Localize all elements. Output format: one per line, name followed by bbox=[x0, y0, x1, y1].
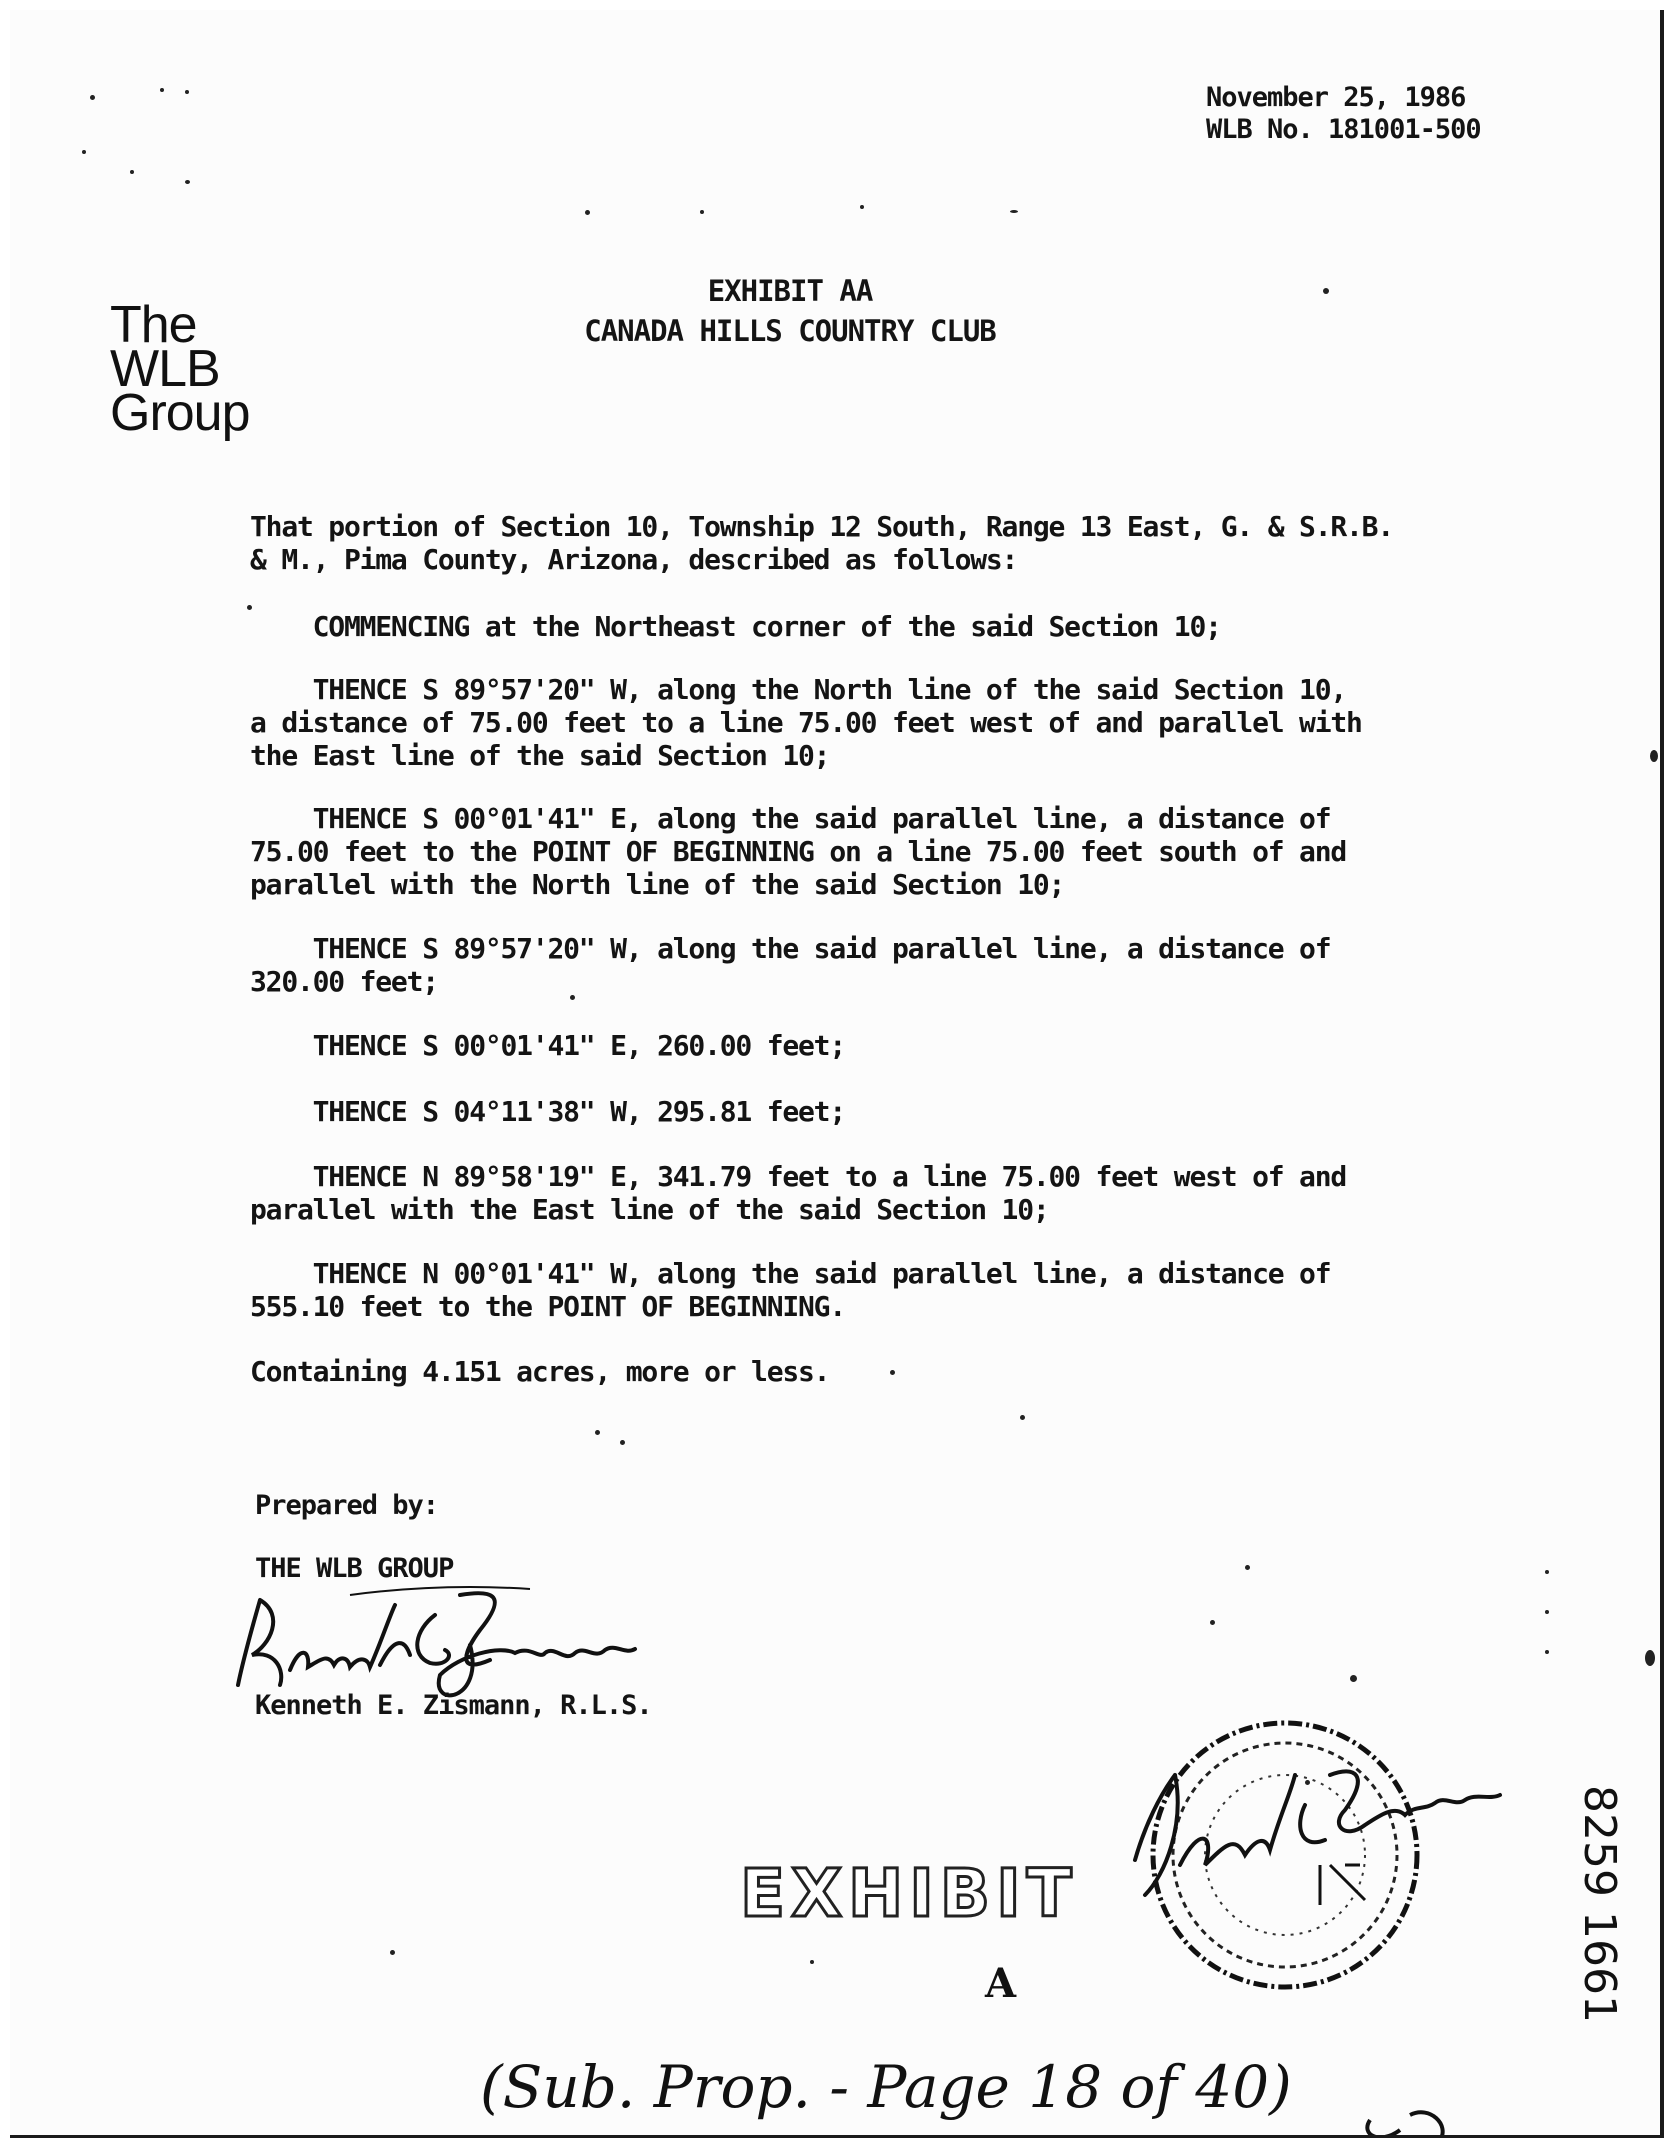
acreage-statement: Containing 4.151 acres, more or less. bbox=[250, 1355, 830, 1388]
paragraph-line: THENCE S 04°11'38" W, 295.81 feet; bbox=[250, 1095, 845, 1128]
scan-speck bbox=[185, 90, 189, 94]
property-title: CANADA HILLS COUNTRY CLUB bbox=[584, 314, 996, 348]
prepared-by-label: Prepared by: bbox=[255, 1490, 439, 1521]
logo-line: The bbox=[110, 296, 197, 354]
paragraph-line: THENCE N 89°58'19" E, 341.79 feet to a line 75.00 feet west of and bbox=[250, 1160, 1347, 1193]
scan-speck bbox=[810, 1960, 814, 1964]
scan-speck bbox=[130, 170, 134, 174]
handwritten-note-text: (Sub. Prop. - Page 18 of 40) bbox=[480, 2053, 1292, 2121]
paragraph-line: a distance of 75.00 feet to a line 75.00 feet west of and parallel with bbox=[250, 706, 1362, 739]
paragraph-line: parallel with the East line of the said Section 10; bbox=[250, 1193, 1049, 1226]
legal-paragraph bbox=[250, 802, 1346, 901]
file-number: WLB No. 181001-500 bbox=[1206, 114, 1481, 145]
paragraph-line: THENCE S 89°57'20" W, along the said parallel line, a distance of bbox=[250, 932, 1331, 965]
paragraph-line: THENCE S 89°57'20" W, along the North line of the said Section 10, bbox=[250, 673, 1347, 706]
scan-speck bbox=[1645, 1650, 1655, 1666]
scan-speck bbox=[595, 1430, 600, 1435]
paragraph-line: COMMENCING at the Northeast corner of the said Section 10; bbox=[250, 610, 1221, 643]
paragraph-line: THENCE N 00°01'41" W, along the said parallel line, a distance of bbox=[250, 1257, 1331, 1290]
scan-speck bbox=[185, 180, 190, 184]
surveyor-seal bbox=[1105, 1715, 1525, 2005]
handwritten-page-note bbox=[480, 2035, 1480, 2138]
scan-speck bbox=[160, 88, 164, 92]
paragraph-line: 75.00 feet to the POINT OF BEGINNING on a line 75.00 feet south of and bbox=[250, 835, 1347, 868]
recording-number bbox=[1565, 1780, 1625, 2040]
legal-paragraph bbox=[250, 610, 1221, 643]
scan-speck bbox=[1545, 1610, 1549, 1614]
intro-line: That portion of Section 10, Township 12 South, Range 13 East, G. & S.R.B. bbox=[250, 510, 1393, 543]
logo-line: WLB bbox=[110, 340, 220, 398]
legal-paragraph bbox=[250, 1095, 845, 1128]
scan-speck bbox=[620, 1440, 625, 1445]
scan-speck bbox=[390, 1950, 395, 1955]
scan-speck bbox=[860, 205, 864, 209]
scan-speck bbox=[82, 150, 86, 154]
scan-speck bbox=[1545, 1650, 1549, 1654]
paragraph-line: THENCE S 00°01'41" E, 260.00 feet; bbox=[250, 1029, 845, 1062]
recording-number-text: 8259 1661 bbox=[1574, 1785, 1625, 2023]
preparer-company: THE WLB GROUP bbox=[255, 1553, 454, 1584]
exhibit-title: EXHIBIT AA bbox=[707, 274, 873, 308]
scan-speck bbox=[585, 210, 590, 215]
scan-speck bbox=[1245, 1565, 1250, 1570]
logo-line: Group bbox=[110, 384, 250, 442]
document-page bbox=[10, 10, 1664, 2138]
legal-paragraph bbox=[250, 932, 1330, 998]
scan-speck bbox=[1545, 1570, 1549, 1574]
legal-paragraph bbox=[250, 1257, 1330, 1323]
signature bbox=[230, 1575, 660, 1705]
scan-speck bbox=[1020, 1415, 1025, 1420]
paragraph-line: 320.00 feet; bbox=[250, 965, 438, 998]
paragraph-line: THENCE S 00°01'41" E, along the said parallel line, a distance of bbox=[250, 802, 1331, 835]
document-date: November 25, 1986 bbox=[1206, 82, 1466, 113]
legal-paragraph bbox=[250, 1029, 845, 1062]
exhibit-stamp: EXHIBIT bbox=[740, 1855, 1078, 1932]
scan-speck bbox=[1350, 1675, 1357, 1682]
signer-name: Kenneth E. Zismann, R.L.S. bbox=[255, 1690, 652, 1721]
intro-line: & M., Pima County, Arizona, described as follows: bbox=[250, 543, 1018, 576]
legal-paragraph bbox=[250, 1160, 1346, 1226]
scan-speck bbox=[1210, 1620, 1215, 1625]
scan-speck bbox=[1650, 750, 1658, 762]
paragraph-line: 555.10 feet to the POINT OF BEGINNING. bbox=[250, 1290, 845, 1323]
scan-speck bbox=[700, 210, 704, 214]
scan-speck bbox=[1010, 210, 1018, 213]
scan-speck bbox=[90, 95, 95, 100]
legal-paragraph bbox=[250, 673, 1362, 772]
exhibit-stamp-letter: A bbox=[985, 1960, 1017, 2007]
paragraph-line: parallel with the North line of the said Section 10; bbox=[250, 868, 1065, 901]
paragraph-line: the East line of the said Section 10; bbox=[250, 739, 830, 772]
